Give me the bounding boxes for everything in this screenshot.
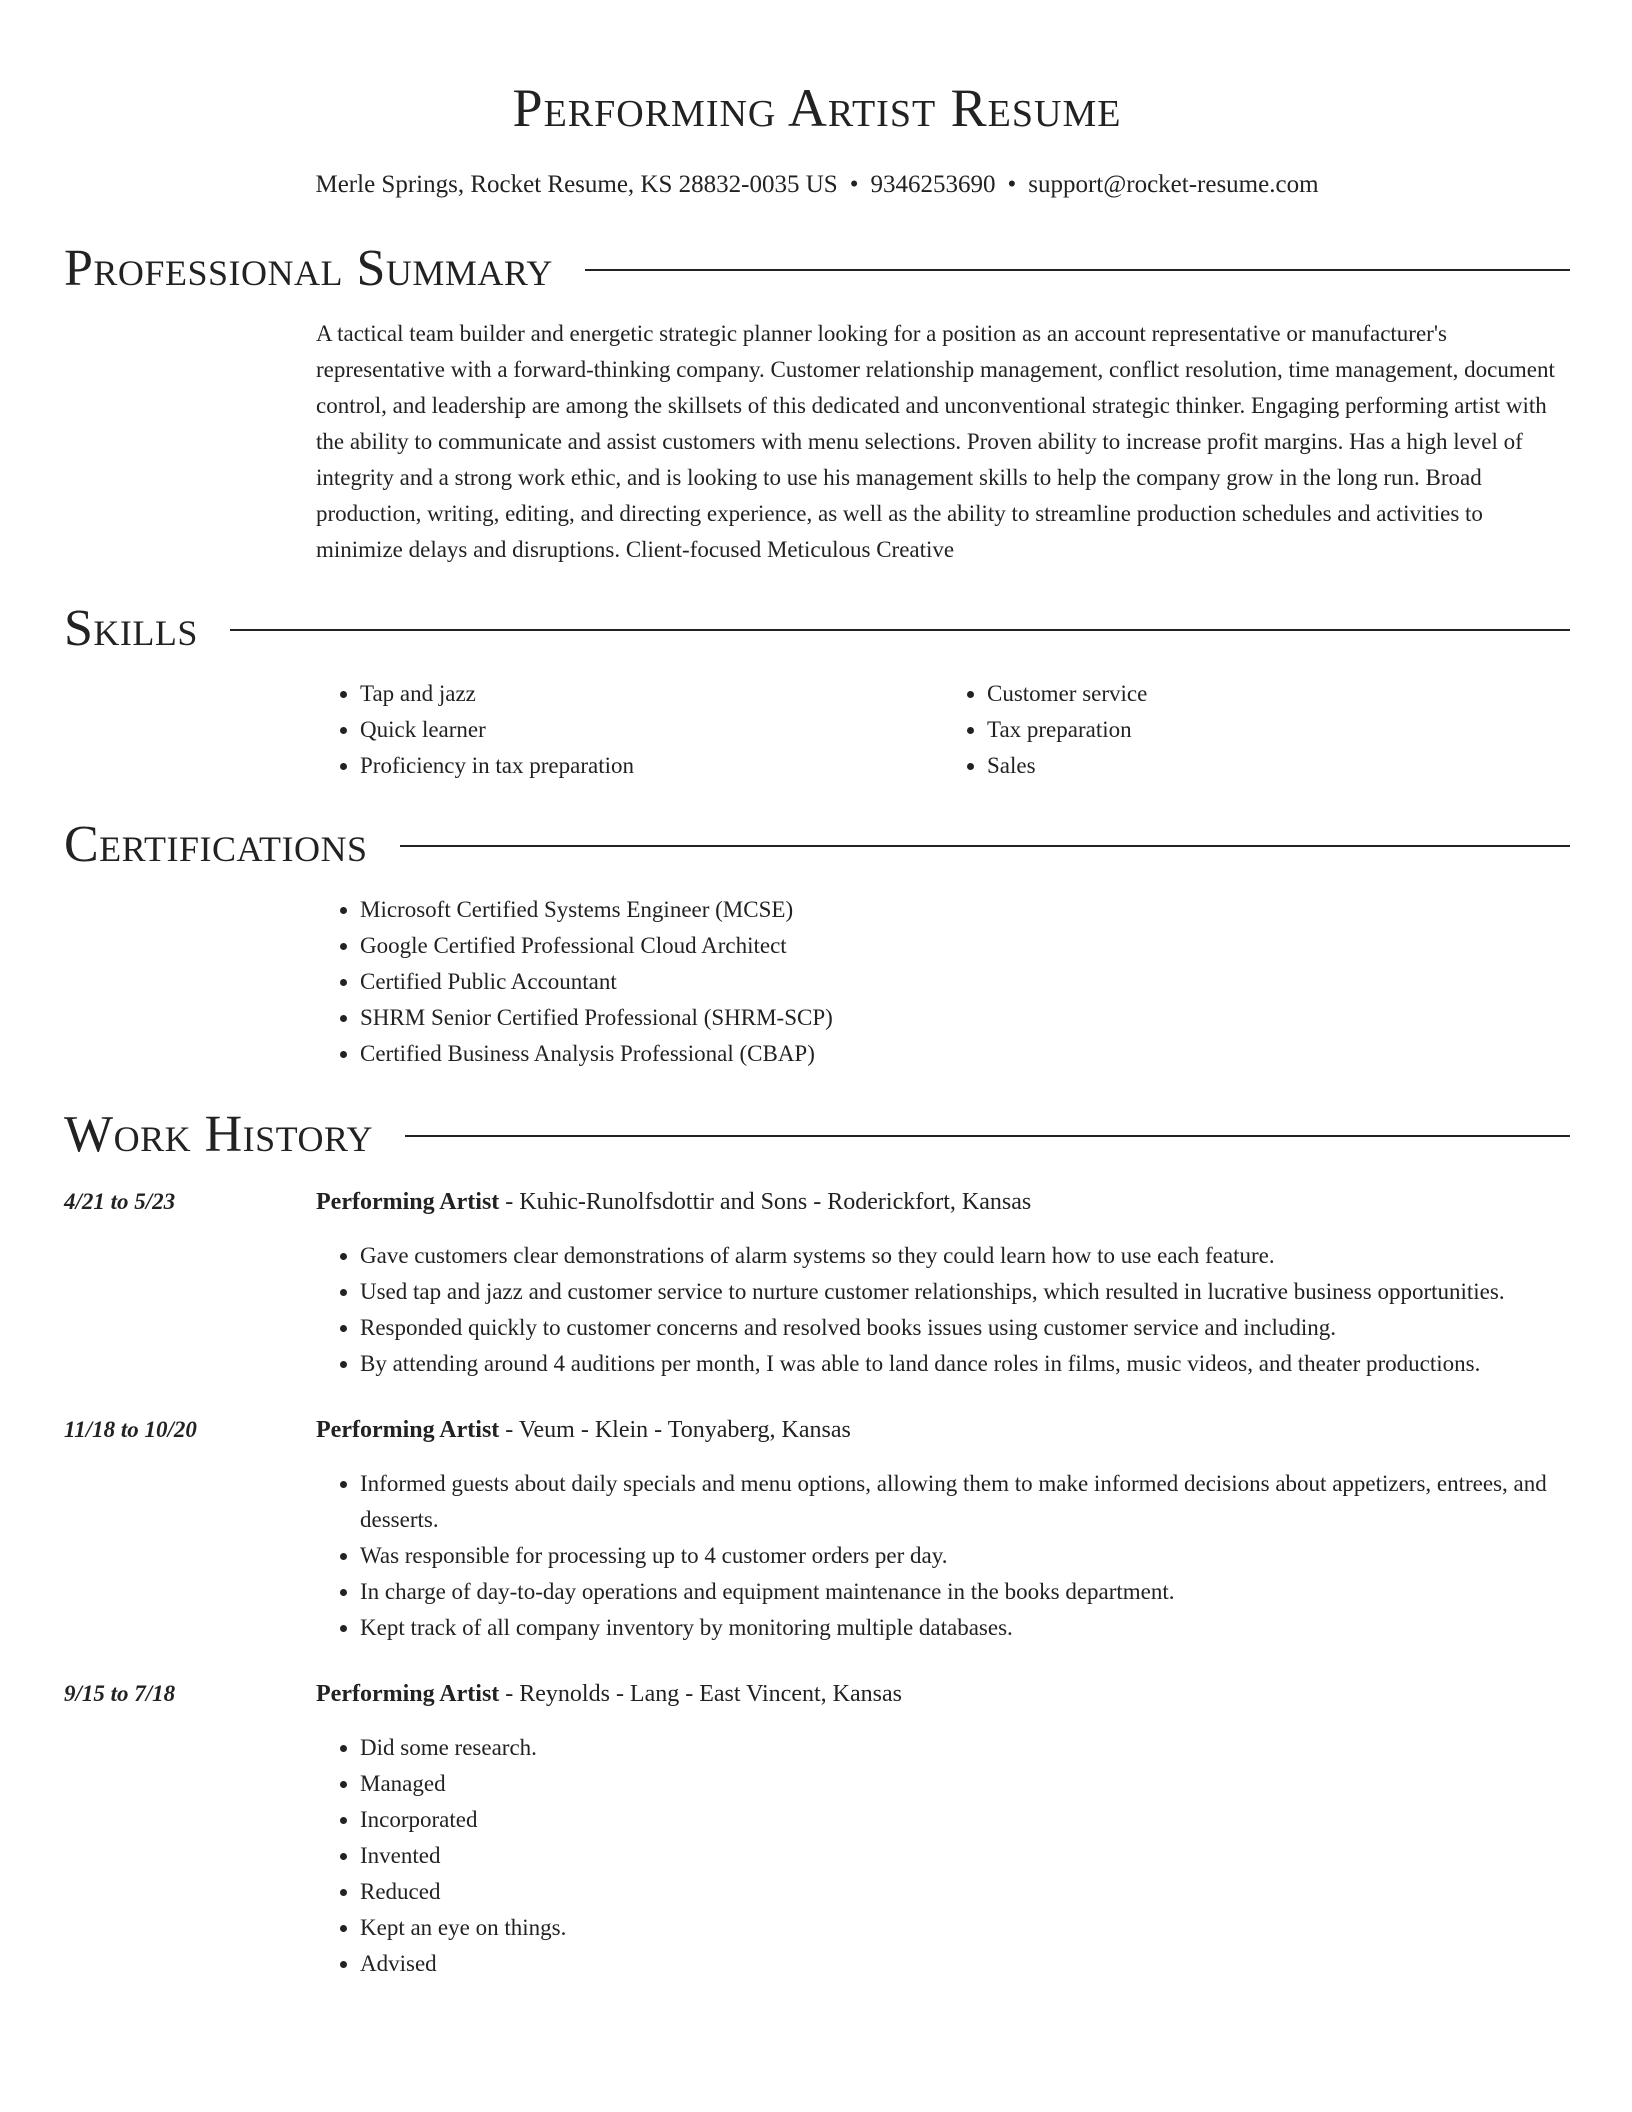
section-divider: [230, 629, 1570, 631]
certification-item: • Certified Public Accountant: [360, 964, 1570, 1000]
job-bullet: • By attending around 4 auditions per month, I was able to land dance roles in films, music videos, and theater productions.: [360, 1346, 1570, 1382]
job-bullets: [316, 1238, 1570, 1382]
job-bullet: • Advised: [360, 1946, 1570, 1982]
skills-grid: [316, 676, 1570, 784]
certification-item: • Certified Business Analysis Professional (CBAP): [360, 1036, 1570, 1072]
summary-text: A tactical team builder and energetic strategic planner looking for a position as an account representative or manufacturer's representative with a forward-thinking company. Customer relationship management, conflict resolution, time management, document control, and leadership are among the skillsets of this dedicated and unconventional strategic thinker. Engaging performing artist with the ability to communicate and assist customers with menu selections. Proven ability to increase profit margins. Has a high level of integrity and a strong work ethic, and is looking to use his management skills to help the company grow in the long run. Broad production, writing, editing, and directing experience, as well as the ability to streamline production schedules and activities to minimize delays and disruptions. Client-focused Meticulous Creative: [316, 321, 1555, 562]
certifications-section: [316, 892, 1570, 1072]
job-employer: - Reynolds - Lang - East Vincent, Kansas: [499, 1681, 902, 1707]
job-dates: 11/18 to 10/20: [64, 1417, 197, 1442]
job-bullet: • Gave customers clear demonstrations of alarm systems so they could learn how to use each feature.: [360, 1238, 1570, 1274]
skill-item: • Proficiency in tax preparation: [360, 748, 943, 784]
job-bullet: • Informed guests about daily specials and menu options, allowing them to make informed decisions about appetizers, entrees, and desserts.: [360, 1466, 1570, 1538]
certifications-list: [316, 892, 1570, 1072]
skill-item: • Tax preparation: [987, 712, 1570, 748]
job-title: Performing Artist: [316, 1417, 500, 1443]
job-bullet: • Kept track of all company inventory by monitoring multiple databases.: [360, 1610, 1570, 1646]
skills-heading: Skills: [64, 600, 198, 657]
job-bullet: • Reduced: [360, 1874, 1570, 1910]
job-entry: [64, 1412, 1570, 1646]
skill-item: • Sales: [987, 748, 1570, 784]
certifications-heading: Certifications: [64, 816, 368, 873]
job-title: Performing Artist: [316, 1681, 500, 1707]
job-entry: [64, 1184, 1570, 1382]
skills-list-right: [943, 676, 1570, 784]
job-bullet: • Incorporated: [360, 1802, 1570, 1838]
contact-phone: 9346253690: [870, 171, 996, 198]
skills-section-header: [64, 594, 1570, 664]
job-dates: 4/21 to 5/23: [64, 1189, 176, 1214]
job-entry: [64, 1676, 1570, 1982]
resume-title: Performing Artist Resume: [512, 78, 1122, 138]
work-history-section-header: [64, 1100, 1570, 1170]
skill-item: • Customer service: [987, 676, 1570, 712]
job-bullets: [316, 1730, 1570, 1982]
job-bullet: • Was responsible for processing up to 4 customer orders per day.: [360, 1538, 1570, 1574]
job-employer: - Veum - Klein - Tonyaberg, Kansas: [499, 1417, 851, 1443]
job-details: [316, 1676, 1570, 1982]
certification-item: • SHRM Senior Certified Professional (SHRM-SCP): [360, 1000, 1570, 1036]
summary-heading: Professional Summary: [64, 240, 553, 297]
skills-section: [316, 676, 1570, 784]
skill-item: • Quick learner: [360, 712, 943, 748]
job-bullet: • In charge of day-to-day operations and equipment maintenance in the books department.: [360, 1574, 1570, 1610]
job-bullet: • Managed: [360, 1766, 1570, 1802]
contact-address: Merle Springs, Rocket Resume, KS 28832-0035 US: [315, 171, 838, 198]
job-heading: [316, 1676, 1570, 1712]
section-divider: [585, 269, 1570, 271]
work-history-heading: Work History: [64, 1106, 374, 1163]
certification-item: • Microsoft Certified Systems Engineer (MCSE): [360, 892, 1570, 928]
job-bullet: • Did some research.: [360, 1730, 1570, 1766]
job-heading: [316, 1184, 1570, 1220]
contact-separator: •: [1007, 171, 1017, 198]
summary-section-header: [64, 234, 1570, 304]
job-dates: 9/15 to 7/18: [64, 1681, 176, 1706]
section-divider: [400, 845, 1570, 847]
job-details: [316, 1184, 1570, 1382]
job-title: Performing Artist: [316, 1189, 500, 1215]
job-bullet: • Used tap and jazz and customer service to nurture customer relationships, which resulted in lucrative business opportunities.: [360, 1274, 1570, 1310]
contact-separator: •: [849, 171, 859, 198]
job-bullet: • Kept an eye on things.: [360, 1910, 1570, 1946]
job-employer: - Kuhic-Runolfsdottir and Sons - Roderickfort, Kansas: [499, 1189, 1032, 1215]
certification-item: • Google Certified Professional Cloud Architect: [360, 928, 1570, 964]
job-bullet: • Invented: [360, 1838, 1570, 1874]
skill-item: • Tap and jazz: [360, 676, 943, 712]
contact-line: [64, 168, 1570, 202]
summary-section: [316, 316, 1570, 568]
job-details: [316, 1412, 1570, 1646]
job-bullets: [316, 1466, 1570, 1646]
job-bullet: • Responded quickly to customer concerns and resolved books issues using customer service and including.: [360, 1310, 1570, 1346]
skills-list-left: [316, 676, 943, 784]
section-divider: [405, 1135, 1570, 1137]
certifications-section-header: [64, 810, 1570, 880]
job-heading: [316, 1412, 1570, 1448]
contact-email: support@rocket-resume.com: [1028, 171, 1319, 198]
